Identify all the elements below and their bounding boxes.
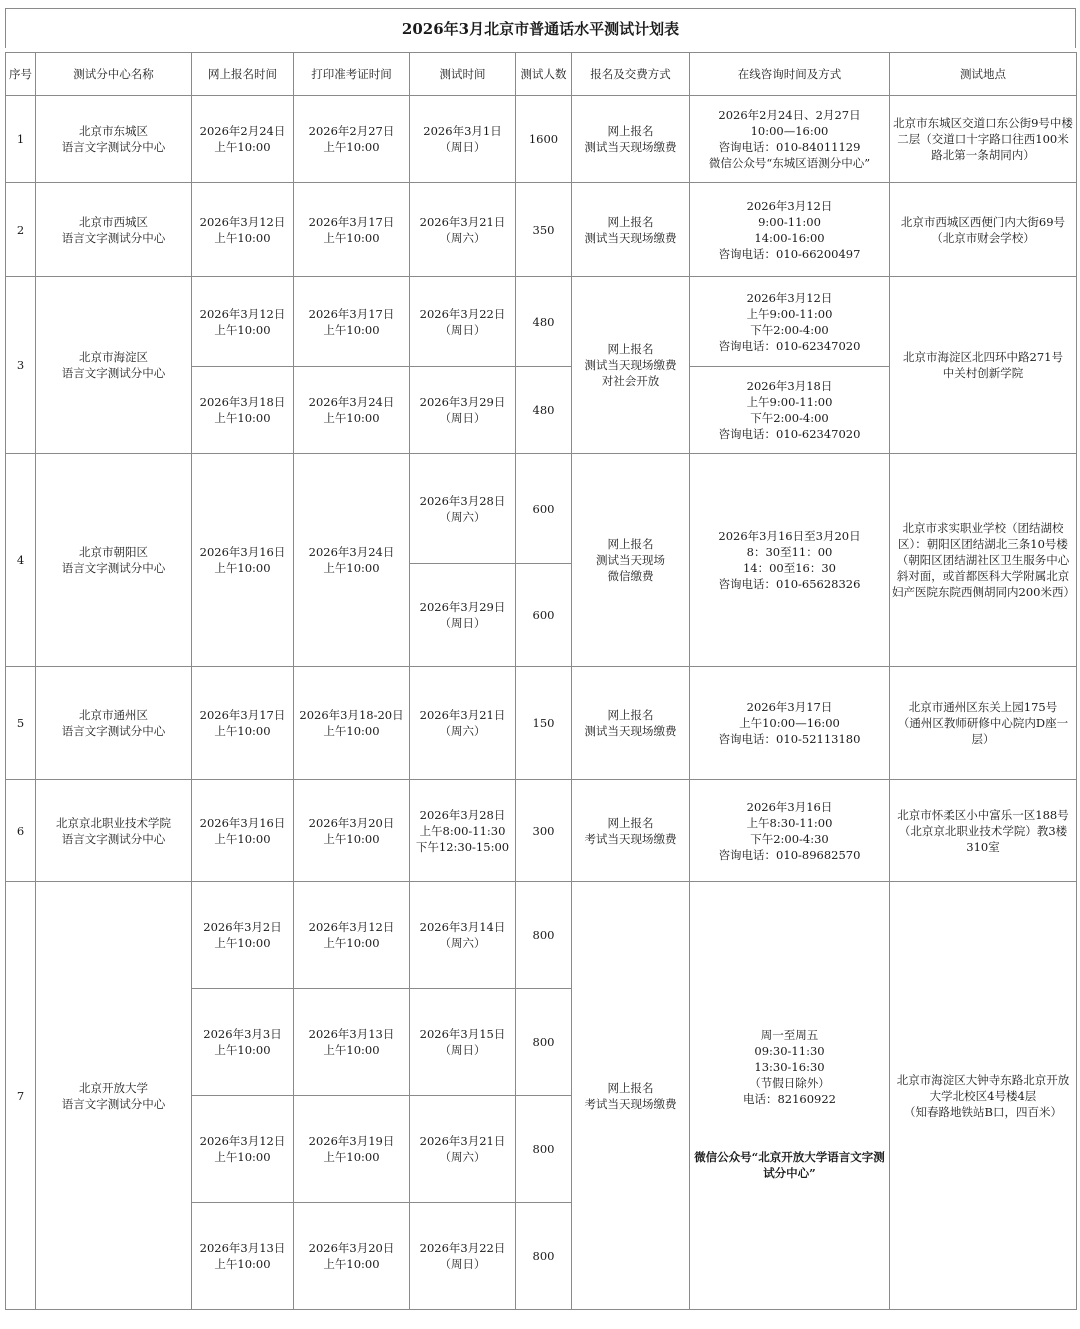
table-row [6, 183, 1077, 277]
reg-time: 2026年3月12日 上午10:00 [192, 277, 294, 367]
print-time: 2026年3月13日 上午10:00 [294, 989, 410, 1096]
test-time: 2026年3月21日 （周六） [410, 667, 516, 780]
header-count: 测试人数 [516, 53, 572, 96]
test-time: 2026年3月1日 （周日） [410, 96, 516, 183]
consult-info: 2026年3月16日至3月20日 8：30至11：00 14：00至16：30 咨询电话：010-65628326 [690, 454, 890, 667]
center-name: 北京开放大学 语言文字测试分中心 [36, 882, 192, 1310]
test-location: 北京市东城区交道口东公街9号中楼二层（交道口十字路口往西100米路北第一条胡同内） [890, 96, 1077, 183]
table-row [6, 277, 1077, 367]
test-location: 北京市西城区西便门内大街69号 （北京市财会学校） [890, 183, 1077, 277]
table-row [6, 96, 1077, 183]
reg-time: 2026年3月13日 上午10:00 [192, 1203, 294, 1310]
page-title: 2026年3月北京市普通话水平测试计划表 [5, 8, 1076, 48]
test-count: 350 [516, 183, 572, 277]
consult-info: 2026年3月18日 上午9:00-11:00 下午2:00-4:00 咨询电话：010-62347020 [690, 367, 890, 454]
test-time: 2026年3月21日 （周六） [410, 1096, 516, 1203]
reg-time: 2026年3月17日 上午10:00 [192, 667, 294, 780]
test-count: 300 [516, 780, 572, 882]
consult-wechat: 微信公众号“北京开放大学语言文字测试分中心” [694, 1149, 885, 1180]
consult-info: 2026年3月12日 9:00-11:00 14:00-16:00 咨询电话：010-66200497 [690, 183, 890, 277]
test-count: 1600 [516, 96, 572, 183]
reg-method: 网上报名 测试当天现场 微信缴费 [572, 454, 690, 667]
test-time: 2026年3月22日 （周日） [410, 277, 516, 367]
print-time: 2026年3月12日 上午10:00 [294, 882, 410, 989]
test-location: 北京市海淀区北四环中路271号 中关村创新学院 [890, 277, 1077, 454]
print-time: 2026年3月24日 上午10:00 [294, 367, 410, 454]
print-time: 2026年3月17日 上午10:00 [294, 277, 410, 367]
test-time: 2026年3月14日 （周六） [410, 882, 516, 989]
center-name: 北京市朝阳区 语言文字测试分中心 [36, 454, 192, 667]
table-row [6, 667, 1077, 780]
test-count: 480 [516, 277, 572, 367]
row-no: 1 [6, 96, 36, 183]
test-count: 150 [516, 667, 572, 780]
reg-method: 网上报名 考试当天现场缴费 [572, 882, 690, 1310]
test-time: 2026年3月28日 上午8:00-11:30 下午12:30-15:00 [410, 780, 516, 882]
header-consult: 在线咨询时间及方式 [690, 53, 890, 96]
consult-info: 2026年3月16日 上午8:30-11:00 下午2:00-4:30 咨询电话：010-89682570 [690, 780, 890, 882]
center-name: 北京市通州区 语言文字测试分中心 [36, 667, 192, 780]
reg-time: 2026年3月16日 上午10:00 [192, 454, 294, 667]
test-count: 600 [516, 564, 572, 667]
row-no: 3 [6, 277, 36, 454]
row-no: 6 [6, 780, 36, 882]
test-count: 600 [516, 454, 572, 564]
print-time: 2026年3月20日 上午10:00 [294, 780, 410, 882]
consult-info [690, 882, 890, 1310]
reg-time: 2026年3月12日 上午10:00 [192, 1096, 294, 1203]
consult-info: 2026年3月12日 上午9:00-11:00 下午2:00-4:00 咨询电话：010-62347020 [690, 277, 890, 367]
reg-method: 网上报名 测试当天现场缴费 [572, 183, 690, 277]
center-name: 北京市西城区 语言文字测试分中心 [36, 183, 192, 277]
reg-time: 2026年3月3日 上午10:00 [192, 989, 294, 1096]
test-count: 800 [516, 989, 572, 1096]
consult-info: 2026年2月24日、2月27日 10:00—16:00 咨询电话：010-84011129 微信公众号“东城区语测分中心” [690, 96, 890, 183]
reg-time: 2026年2月24日 上午10:00 [192, 96, 294, 183]
row-no: 5 [6, 667, 36, 780]
print-time: 2026年3月19日 上午10:00 [294, 1096, 410, 1203]
header-row [6, 53, 1077, 96]
table-row [6, 882, 1077, 989]
row-no: 4 [6, 454, 36, 667]
reg-method: 网上报名 测试当天现场缴费 对社会开放 [572, 277, 690, 454]
center-name: 北京京北职业技术学院 语言文字测试分中心 [36, 780, 192, 882]
print-time: 2026年2月27日 上午10:00 [294, 96, 410, 183]
header-center: 测试分中心名称 [36, 53, 192, 96]
test-count: 800 [516, 1203, 572, 1310]
test-time: 2026年3月15日 （周日） [410, 989, 516, 1096]
reg-time: 2026年3月18日 上午10:00 [192, 367, 294, 454]
header-reg-time: 网上报名时间 [192, 53, 294, 96]
test-count: 800 [516, 1096, 572, 1203]
test-location: 北京市通州区东关上园175号 （通州区教师研修中心院内D座一层） [890, 667, 1077, 780]
reg-time: 2026年3月2日 上午10:00 [192, 882, 294, 989]
test-time: 2026年3月22日 （周日） [410, 1203, 516, 1310]
test-time: 2026年3月29日 （周日） [410, 564, 516, 667]
row-no: 7 [6, 882, 36, 1310]
print-time: 2026年3月24日 上午10:00 [294, 454, 410, 667]
reg-method: 网上报名 测试当天现场缴费 [572, 667, 690, 780]
test-time: 2026年3月21日 （周六） [410, 183, 516, 277]
reg-time: 2026年3月16日 上午10:00 [192, 780, 294, 882]
table-row [6, 454, 1077, 564]
consult-hours: 周一至周五 09:30-11:30 13:30-16:30 （节假日除外） 电话：82160922 [742, 1027, 837, 1106]
reg-method: 网上报名 测试当天现场缴费 [572, 96, 690, 183]
row-no: 2 [6, 183, 36, 277]
header-test-time: 测试时间 [410, 53, 516, 96]
table-row [6, 780, 1077, 882]
test-count: 800 [516, 882, 572, 989]
reg-time: 2026年3月12日 上午10:00 [192, 183, 294, 277]
test-location: 北京市怀柔区小中富乐一区188号（北京京北职业技术学院）教3楼310室 [890, 780, 1077, 882]
center-name: 北京市东城区 语言文字测试分中心 [36, 96, 192, 183]
reg-method: 网上报名 考试当天现场缴费 [572, 780, 690, 882]
header-print-time: 打印准考证时间 [294, 53, 410, 96]
header-method: 报名及交费方式 [572, 53, 690, 96]
print-time: 2026年3月17日 上午10:00 [294, 183, 410, 277]
test-time: 2026年3月28日 （周六） [410, 454, 516, 564]
consult-info: 2026年3月17日 上午10:00—16:00 咨询电话：010-52113180 [690, 667, 890, 780]
test-plan-table [5, 52, 1077, 1310]
center-name: 北京市海淀区 语言文字测试分中心 [36, 277, 192, 454]
test-location: 北京市求实职业学校（团结湖校区）：朝阳区团结湖北三条10号楼（朝阳区团结湖社区卫生服务中心斜对面，或首都医科大学附属北京妇产医院东院西侧胡同内200米西） [890, 454, 1077, 667]
test-location: 北京市海淀区大钟寺东路北京开放大学北校区4号楼4层 （知春路地铁站B口，四百米） [890, 882, 1077, 1310]
print-time: 2026年3月18-20日 上午10:00 [294, 667, 410, 780]
test-time: 2026年3月29日 （周日） [410, 367, 516, 454]
test-count: 480 [516, 367, 572, 454]
header-no: 序号 [6, 53, 36, 96]
print-time: 2026年3月20日 上午10:00 [294, 1203, 410, 1310]
header-location: 测试地点 [890, 53, 1077, 96]
